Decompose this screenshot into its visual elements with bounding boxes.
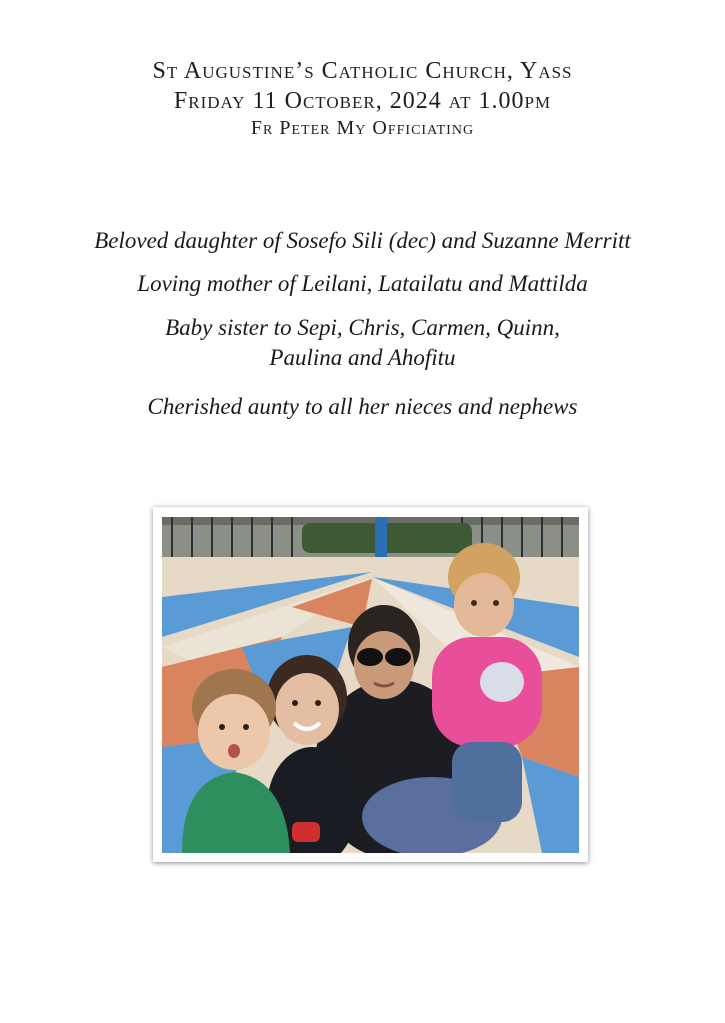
venue-heading: St Augustine’s Catholic Church, Yass [152,58,573,84]
family-photo-frame [153,507,588,862]
tribute-daughter-line: Beloved daughter of Sosefo Sili (dec) and Suzanne Merritt [94,228,631,253]
officiant-heading: Fr Peter My Officiating [250,117,475,139]
family-photo-illustration [162,517,579,853]
service-date-heading: Friday 11 October, 2024 at 1.00pm [173,88,552,114]
tribute-sister-line: Baby sister to Sepi, Chris, Carmen, Quinn, Paulina and Ahofitu [165,315,560,370]
tribute-mother-line: Loving mother of Leilani, Latailatu and Mattilda [137,271,588,296]
tribute-aunty-line: Cherished aunty to all her nieces and nephews [147,394,578,419]
family-photo [162,517,579,853]
